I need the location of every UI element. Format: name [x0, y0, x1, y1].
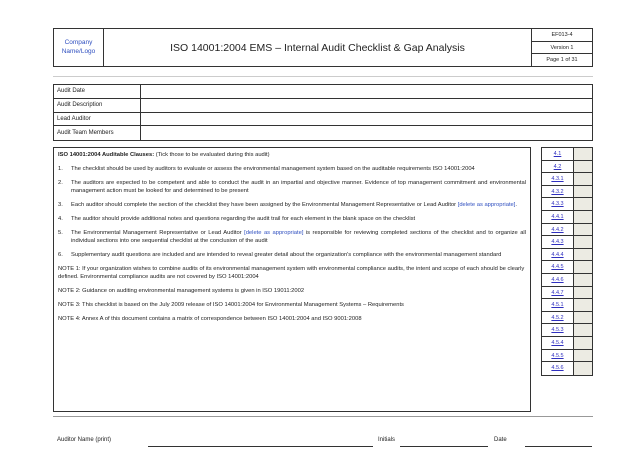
info-value-field[interactable]: [141, 85, 592, 98]
divider: [53, 416, 593, 417]
clause-tick-box[interactable]: [574, 148, 592, 160]
company-logo-placeholder: Company Name/Logo: [54, 29, 104, 66]
item-body: Supplementary audit questions are included and are intended to reveal greater detail about the organization's compliance with the environmental management standard: [71, 252, 502, 259]
item-tail: .: [515, 202, 518, 209]
page-number: Page 1 of 31: [546, 57, 578, 64]
info-label: Audit Date: [54, 85, 141, 98]
clause-tick-box[interactable]: [574, 261, 592, 273]
info-row: [54, 113, 592, 127]
item-text: [71, 179, 526, 196]
clause-row: [542, 186, 592, 199]
clause-row: [542, 362, 592, 375]
item-text: [71, 229, 526, 246]
document-meta: [531, 29, 592, 66]
instruction-item: [58, 165, 526, 173]
info-label: Audit Team Members: [54, 126, 141, 140]
clause-row: [542, 236, 592, 249]
initials-label: Initials: [378, 437, 396, 443]
clause-row: [542, 312, 592, 325]
clause-link[interactable]: 4.4.5: [542, 261, 574, 273]
clause-tick-box[interactable]: [574, 312, 592, 324]
clause-link[interactable]: 4.5.4: [542, 337, 574, 349]
clause-tick-box[interactable]: [574, 224, 592, 236]
clause-link[interactable]: 4.5.2: [542, 312, 574, 324]
instruction-item: [58, 201, 526, 209]
info-label: Lead Auditor: [54, 113, 141, 126]
clause-link[interactable]: 4.5.3: [542, 324, 574, 336]
date-field[interactable]: [525, 446, 592, 447]
clause-link[interactable]: 4.3.3: [542, 198, 574, 210]
item-body: The checklist should be used by auditors to evaluate or assess the environmental management system based on the auditable requirements ISO 14001:2004: [71, 165, 475, 172]
delete-as-appropriate-note: [delete as appropriate]: [244, 229, 304, 236]
clause-link[interactable]: 4.5.6: [542, 362, 574, 375]
note: NOTE 3: This checklist is based on the July 2009 release of ISO 14001:2004 for Environmental Management Systems – Requirements: [58, 302, 404, 309]
initials-field[interactable]: [400, 446, 488, 447]
instruction-item: [58, 179, 526, 196]
item-number: 2.: [58, 179, 63, 186]
instruction-item: [58, 229, 526, 246]
item-body: The auditors are expected to be competent and able to conduct the audit in an impartial and objective manner. Evidence of top management commitment and environmental management action must be looked for and determined to be present: [71, 179, 526, 195]
item-number: 6.: [58, 252, 63, 259]
clause-tick-box[interactable]: [574, 186, 592, 198]
clause-link[interactable]: 4.5.1: [542, 299, 574, 311]
item-number: 1.: [58, 165, 63, 172]
page-title: ISO 14001:2004 EMS – Internal Audit Checklist & Gap Analysis: [170, 41, 465, 54]
clause-link[interactable]: 4.5.5: [542, 350, 574, 362]
info-row: [54, 99, 592, 113]
clause-row: [542, 337, 592, 350]
clause-tick-box[interactable]: [574, 173, 592, 185]
clause-tick-box[interactable]: [574, 161, 592, 173]
clause-tick-box[interactable]: [574, 299, 592, 311]
clause-row: [542, 173, 592, 186]
instructions-heading: [58, 151, 526, 159]
clause-tick-box[interactable]: [574, 362, 592, 375]
clause-tick-box[interactable]: [574, 287, 592, 299]
clause-link[interactable]: 4.1: [542, 148, 574, 160]
divider: [53, 76, 593, 77]
note: NOTE 1: If your organization wishes to combine audits of its environmental management system with environmental compliance audits, the intent and scope of each should be clearly defined. Environmental compliance audits are not covered by ISO 14001:2004: [58, 266, 525, 281]
document-id: EF013-4: [532, 29, 592, 42]
clause-row: [542, 249, 592, 262]
clause-link[interactable]: 4.3.2: [542, 186, 574, 198]
heading-bold: ISO 14001:2004 Auditable Clauses:: [58, 152, 155, 158]
auditor-name-label: Auditor Name (print): [57, 437, 112, 443]
item-text: [71, 165, 475, 173]
clause-link[interactable]: 4.4.6: [542, 274, 574, 286]
clause-tick-box[interactable]: [574, 198, 592, 210]
document-header: [53, 28, 593, 67]
clause-row: [542, 198, 592, 211]
clause-row: [542, 350, 592, 363]
item-body: The auditor should provide additional notes and questions regarding the audit trail for each element in the blank space on the checklist: [71, 215, 416, 222]
instruction-item: [58, 215, 526, 223]
date-label: Date: [494, 437, 507, 443]
clause-list: [541, 147, 593, 376]
item-text: [71, 251, 501, 259]
clause-tick-box[interactable]: [574, 236, 592, 248]
clause-link[interactable]: 4.4.3: [542, 236, 574, 248]
note: NOTE 4: Annex A of this document contains a matrix of correspondence between ISO 14001:2004 and ISO 9001:2008: [58, 316, 362, 323]
clause-row: [542, 224, 592, 237]
clause-row: [542, 274, 592, 287]
auditor-name-field[interactable]: [148, 446, 373, 447]
clause-link[interactable]: 4.4.7: [542, 287, 574, 299]
clause-row: [542, 161, 592, 174]
info-label: Audit Description: [54, 99, 141, 112]
item-tail: is responsible for reviewing completed sections of the checklist and to organize all individual sections into one sequential checklist at the conclusion of the audit: [71, 229, 526, 245]
item-number: 3.: [58, 202, 63, 209]
instruction-item: [58, 251, 526, 259]
heading-rest: (Tick those to be evaluated during this audit): [154, 152, 270, 158]
clause-tick-box[interactable]: [574, 337, 592, 349]
clause-link[interactable]: 4.4.4: [542, 249, 574, 261]
audit-info-table: [53, 84, 593, 141]
clause-row: [542, 148, 592, 161]
clause-row: [542, 324, 592, 337]
clause-tick-box[interactable]: [574, 324, 592, 336]
clause-tick-box[interactable]: [574, 350, 592, 362]
info-value-field[interactable]: [141, 113, 592, 126]
clause-link[interactable]: 4.4.1: [542, 211, 574, 223]
clause-tick-box[interactable]: [574, 274, 592, 286]
info-value-field[interactable]: [141, 126, 592, 140]
note: NOTE 2: Guidance on auditing environmental management systems is given in ISO 19011:2002: [58, 288, 305, 295]
instructions-box: [53, 147, 531, 412]
clause-tick-box[interactable]: [574, 249, 592, 261]
info-row: [54, 126, 592, 140]
clause-tick-box[interactable]: [574, 211, 592, 223]
delete-as-appropriate-note: [delete as appropriate]: [457, 202, 516, 209]
clause-row: [542, 287, 592, 300]
item-text: [71, 201, 517, 209]
item-number: 5.: [58, 229, 63, 236]
item-number: 4.: [58, 215, 63, 222]
clause-link[interactable]: 4.2: [542, 161, 574, 173]
document-version: Version 1: [532, 42, 592, 55]
clause-row: [542, 299, 592, 312]
info-value-field[interactable]: [141, 99, 592, 112]
clause-row: [542, 211, 592, 224]
item-body: The Environmental Management Representative or Lead Auditor: [71, 229, 245, 236]
item-body: Each auditor should complete the section of the checklist they have been assigned by the Environmental Management Representative or Lead Auditor: [71, 202, 458, 209]
clause-link[interactable]: 4.4.2: [542, 224, 574, 236]
info-row: [54, 85, 592, 99]
item-text: [71, 215, 415, 223]
clause-row: [542, 261, 592, 274]
clause-link[interactable]: 4.3.1: [542, 173, 574, 185]
